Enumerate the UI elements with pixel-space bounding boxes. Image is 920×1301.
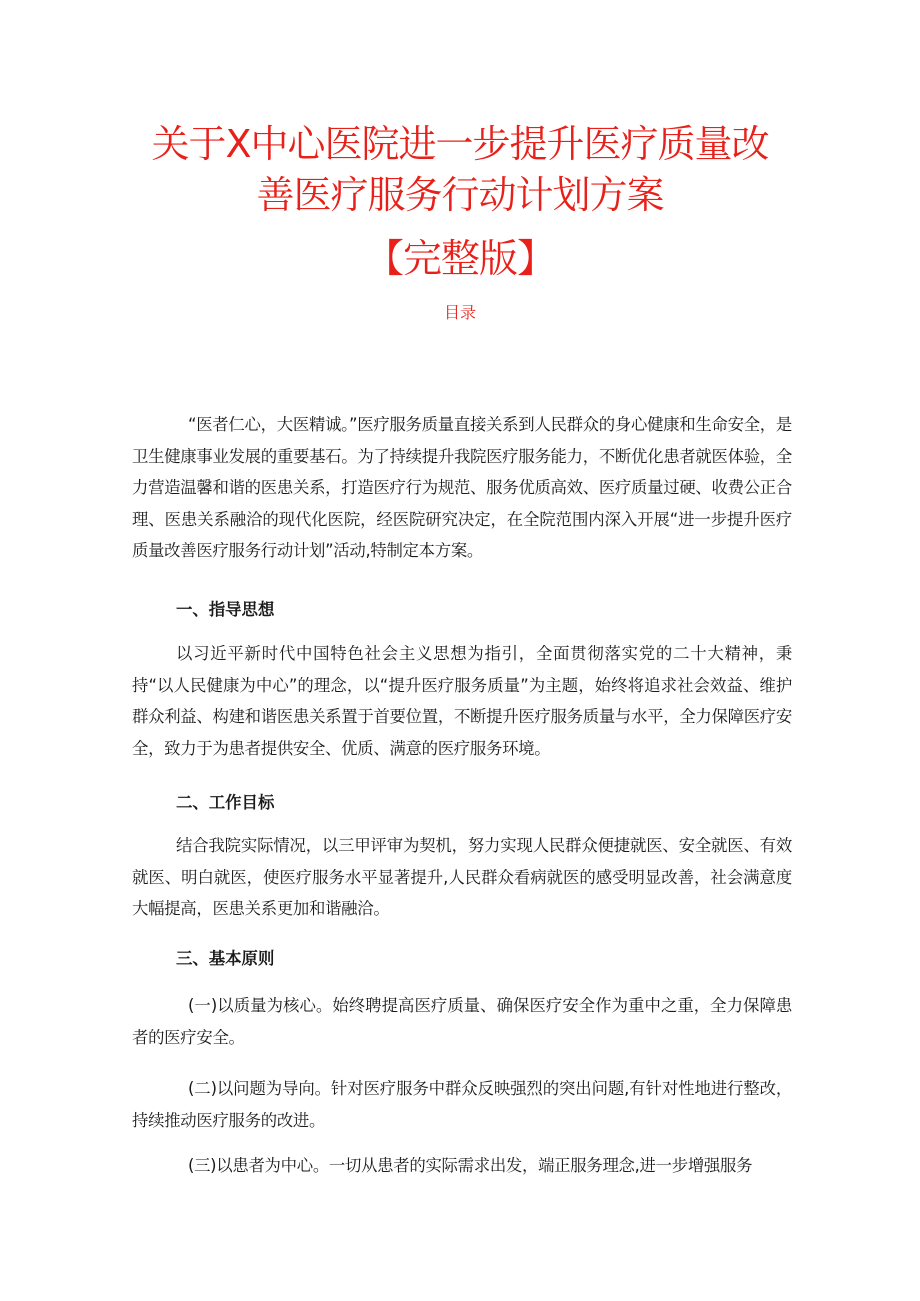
principle-item: (一)以质量为核心。始终聘提高医疗质量、确保医疗安全作为重中之重，全力保障患者的医疗安全。 — [132, 996, 792, 1047]
intro-paragraph: “医者仁心，大医精诚。”医疗服务质量直接关系到人民群众的身心健康和生命安全，是卫生健康事业发展的重要基石。为了持续提升我院医疗服务能力，不断优化患者就医体验，全力营造温馨和谐的医患关系，打造医疗行为规范、服务优质高效、医疗质量过硬、收费公正合理、医患关系融洽的现代化医院，经医院研究决定，在全院范围内深入开展“进一步提升医疗质量改善医疗服务行动计划”活动,特制定本方案。 — [132, 415, 792, 560]
section-text-guiding-ideology: 以习近平新时代中国特色社会主义思想为指引，全面贯彻落实党的二十大精神，秉持“以人民健康为中心”的理念，以“提升医疗服务质量”为主题，始终将追求社会效益、维护群众利益、构建和谐医患关系置于首要位置，不断提升医疗服务质量与水平，全力保障医疗安全，致力于为患者提供安全、优质、满意的医疗服务环境。 — [132, 644, 792, 758]
document-title-line-2: 善医疗服务行动计划方案 — [256, 173, 664, 217]
section-heading-basic-principles: 三、基本原则 — [176, 949, 275, 968]
table-of-contents-label: 目录 — [443, 303, 476, 322]
section-text-work-goals: 结合我院实际情况，以三甲评审为契机，努力实现人民群众便捷就医、安全就医、有效就医、明白就医，使医疗服务水平显著提升,人民群众看病就医的感受明显改善，社会满意度大幅提高，医患关系更加和谐融洽。 — [132, 836, 792, 918]
section-heading-guiding-ideology: 一、指导思想 — [176, 600, 275, 619]
section-heading-work-goals: 二、工作目标 — [176, 793, 275, 812]
principle-item: (三)以患者为中心。一切从患者的实际需求出发，端正服务理念,进一步增强服务 — [188, 1156, 753, 1175]
principle-item: (二)以问题为导向。针对医疗服务中群众反映强烈的突出问题,有针对性地进行整改，持续推动医疗服务的改进。 — [132, 1079, 792, 1130]
document-title-line-1: 关于X中心医院进一步提升医疗质量改 — [151, 122, 769, 166]
document-title-edition: 【完整版】 — [364, 237, 555, 282]
